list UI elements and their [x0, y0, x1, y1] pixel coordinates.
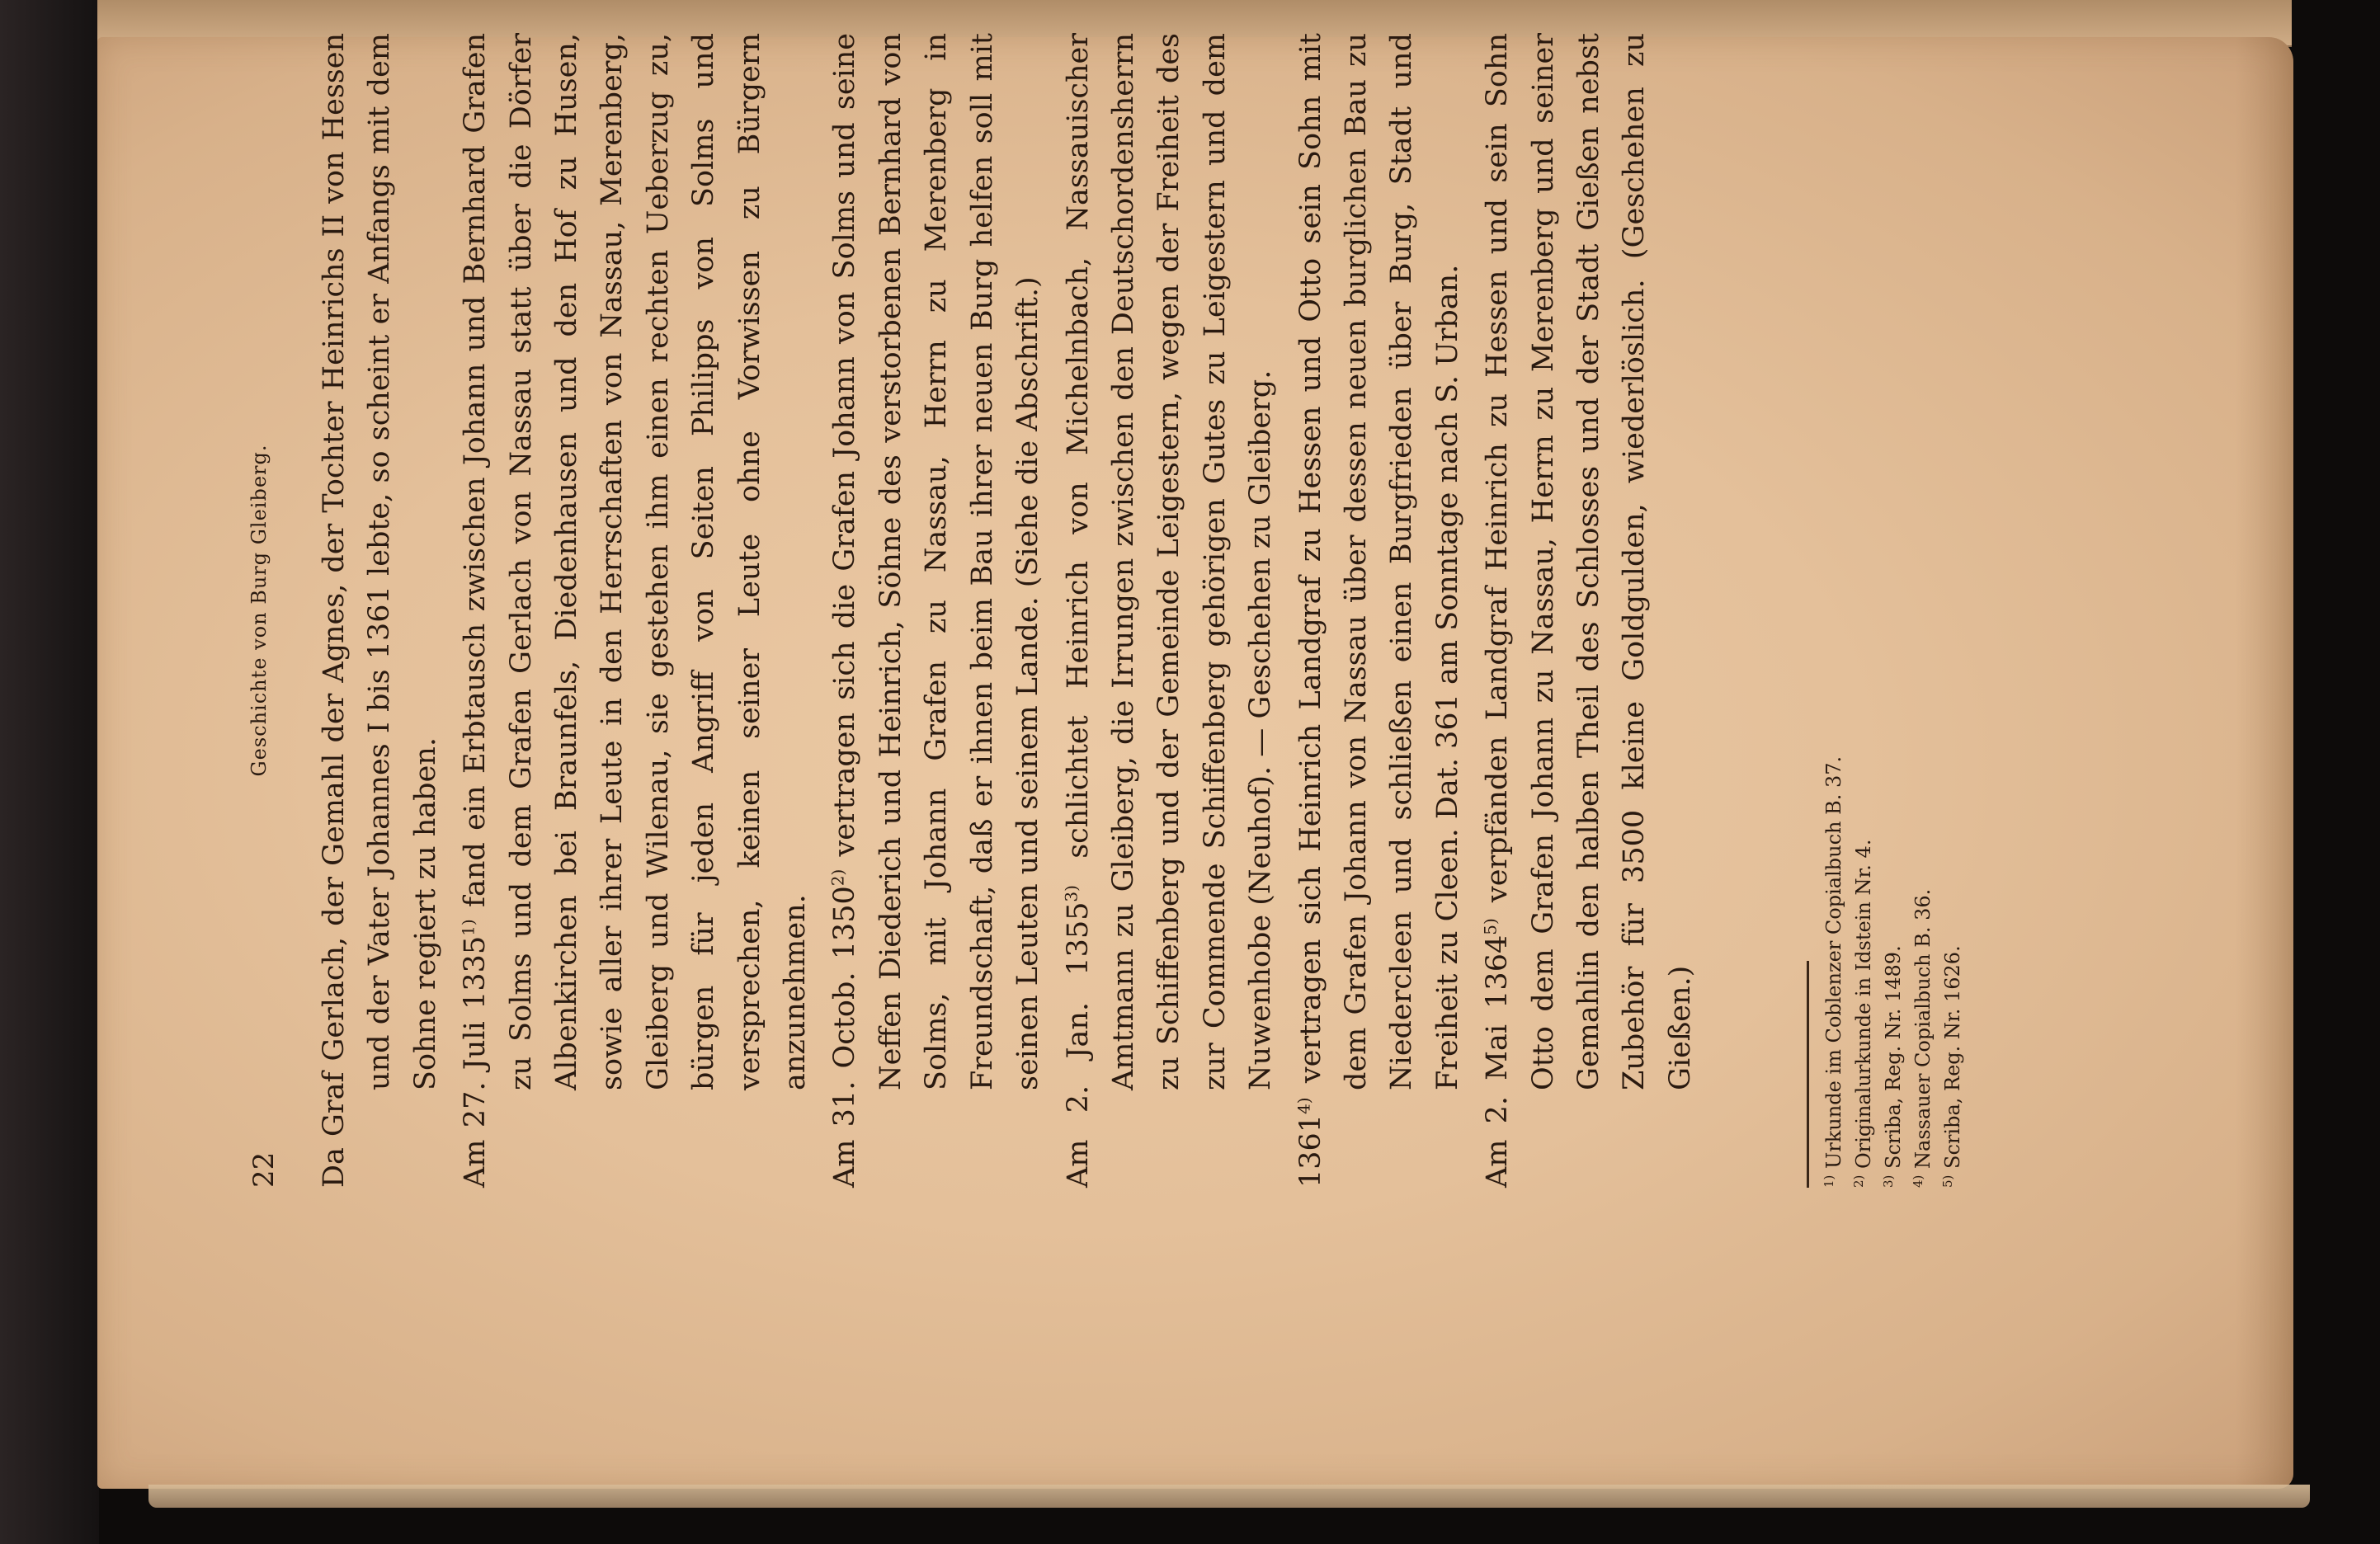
footnote-mark: 4) — [1911, 1174, 1925, 1188]
page-number: 22 — [247, 1151, 280, 1188]
footnote-text: Originalurkunde in Idstein Nr. 4. — [1852, 839, 1875, 1169]
paragraph-text: Da Graf Gerlach, der Gemahl der Agnes, der Tochter Heinrichs II von Hessen und der Vater Johannes I bis 1361 lebte, so scheint er Anfangs mit dem Sohne regiert zu haben. — [318, 33, 442, 1188]
paragraph-text: fand ein Erbtausch zwischen Johann und Bernhard Grafen zu Solms und dem Grafen Gerlach von Nassau statt über die Dörfer Albenkirchen bei Braunfels, Diedenhausen und den Hof zu Husen, sowie aller ihrer Leute in den Herrschaften von Nassau, Merenberg, Gleiberg und Wilenau, sie gestehen ihm einen rechten Ueberzug zu, bürgen für jeden Angriff von Seiten Philipps von Solms und versprechen, keinen seiner Leute ohne Vorwissen zu Bürgern anzunehmen. — [459, 33, 813, 1090]
paragraph-2 — [453, 33, 818, 1188]
paragraph-lead: Am 2. Mai 1364 — [1481, 934, 1515, 1188]
paragraph-4 — [1056, 33, 1284, 1188]
running-head: Geschichte von Burg Gleiberg. — [247, 444, 271, 777]
footnote-ref: 4) — [1293, 1097, 1313, 1114]
paragraph-1 — [312, 33, 449, 1188]
footnote-item — [1819, 363, 1849, 1188]
paragraph-text: schlichtet Heinrich von Michelnbach, Nassauischer Amtmann zu Gleiberg, die Irrungen zwischen den Deutschordensherrn zu Schiffenberg und der Gemeinde Leigestern, wegen der Freiheit des zur Commende Schiffenberg gehörigen Gutes zu Leigestern und dem Nuwenhobe (Neuhof). — Geschehen zu Gleiberg. — [1061, 33, 1278, 1090]
paragraph-text: verpfänden Landgraf Heinrich zu Hessen und sein Sohn Otto dem Grafen Johann zu Nassau, Herrn zu Merenberg und seiner Gemahlin den halben Theil des Schlosses und der Stadt Gießen nebst Zubehör für 3500 kleine Goldgulden, wiederlöslich. (Geschehen zu Gießen.) — [1481, 33, 1697, 1090]
paragraph-text: vertragen sich die Grafen Johann von Solms und seine Neffen Diederich und Heinrich, Söhne des verstorbenen Bernhard von Solms, mit Johann Grafen zu Nassau, Herrn zu Merenberg in Freundschaft, daß er ihnen beim Bau ihrer neuen Burg helfen soll mit seinen Leuten und seinem Lande. (Siehe die Abschrift.) — [828, 33, 1045, 1090]
footnote-mark: 3) — [1881, 1174, 1896, 1188]
paragraph-6 — [1475, 33, 1704, 1188]
dark-backdrop — [0, 0, 99, 1544]
footnote-mark: 1) — [1822, 1174, 1836, 1188]
rotated-text-block — [247, 33, 2145, 1188]
footnote-item — [1849, 363, 1878, 1188]
footnote-item — [1878, 363, 1908, 1188]
paragraph-text: vertragen sich Heinrich Landgraf zu Hessen und Otto sein Sohn mit dem Grafen Johann von Nassau über dessen neuen burglichen Bau zu Niedercleen und schließen einen Burgfrieden über Burg, Stadt und Freiheit zu Cleen. Dat. 361 am Sonntage nach S. Urban. — [1294, 33, 1464, 1098]
footnote-text: Scriba, Reg. Nr. 1626. — [1941, 945, 1964, 1169]
footnote-mark: 5) — [1940, 1174, 1955, 1188]
footnote-text: Urkunde im Coblenzer Copialbuch B. 37. — [1822, 756, 1845, 1169]
body-text — [312, 33, 1708, 1188]
footnote-ref: 5) — [1480, 918, 1501, 935]
paragraph-lead: Am 2. Jan. 1355 — [1061, 901, 1095, 1188]
footnote-ref: 1) — [458, 919, 478, 936]
paragraph-3 — [822, 33, 1051, 1188]
page-gutter-shade — [2236, 37, 2293, 1489]
footnote-ref: 2) — [827, 868, 848, 887]
footnote-ref: 3) — [1060, 885, 1081, 902]
paragraph-5 — [1289, 33, 1472, 1188]
footnote-separator — [1807, 961, 1809, 1188]
footnote-item — [1908, 363, 1938, 1188]
paragraph-lead: Am 31. Octob. 1350 — [828, 886, 862, 1188]
paragraph-lead: 1361 — [1294, 1113, 1327, 1188]
page-stack-edge — [148, 1485, 2310, 1508]
footnote-text: Nassauer Copialbuch B. 36. — [1911, 888, 1935, 1169]
footnote-item — [1938, 363, 1968, 1188]
footnote-mark: 2) — [1851, 1174, 1866, 1188]
paragraph-lead: Am 27. Juli 1335 — [459, 935, 492, 1188]
footnotes — [1819, 363, 1968, 1188]
footnote-text: Scriba, Reg. Nr. 1489. — [1882, 945, 1905, 1169]
